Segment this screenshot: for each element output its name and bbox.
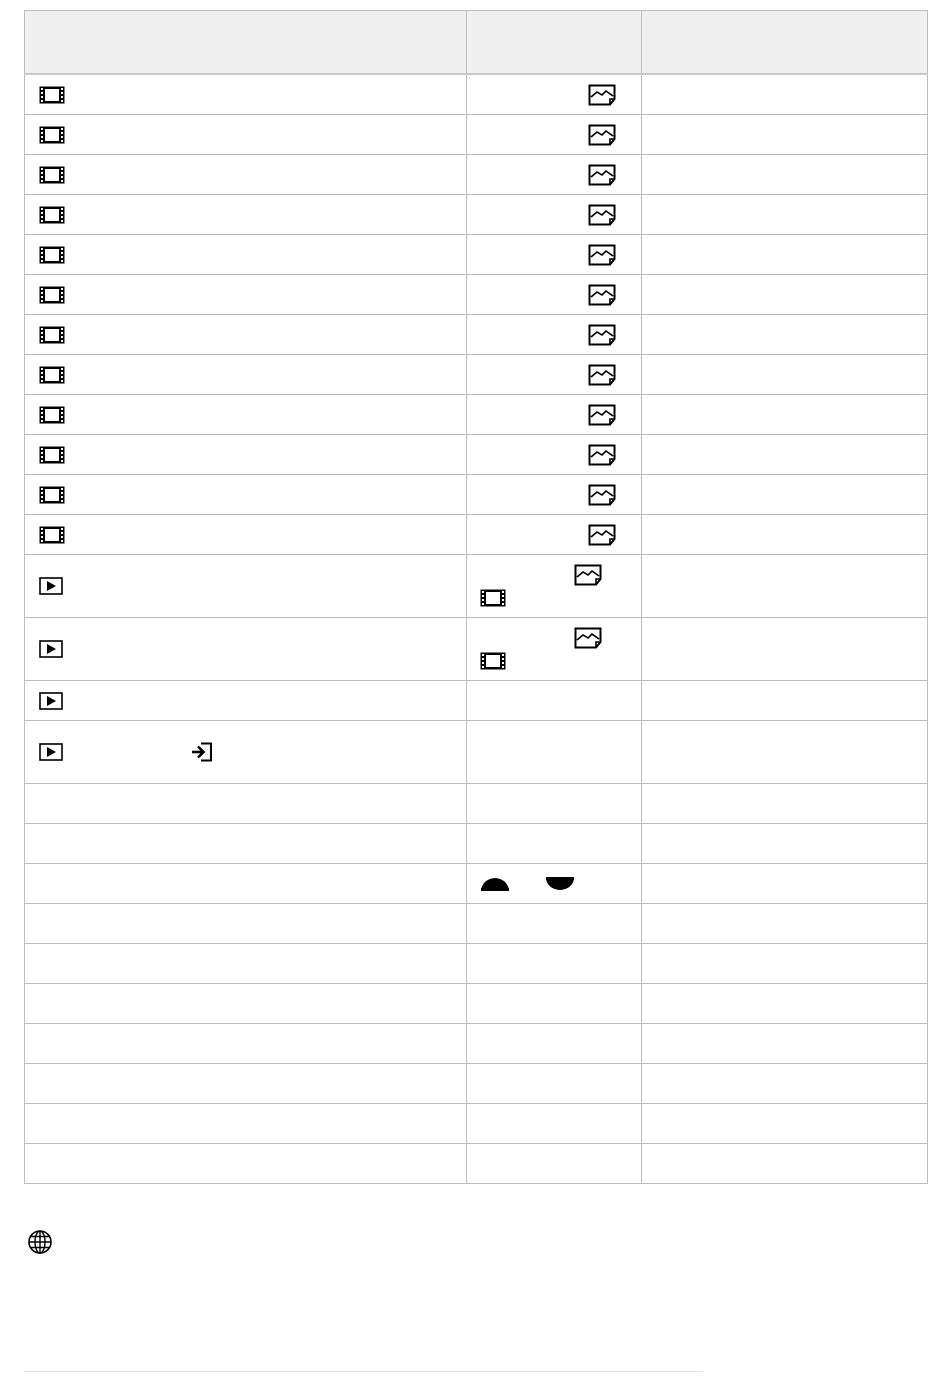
cell-content: [467, 515, 641, 554]
movie-film-icon: [39, 166, 65, 184]
table-cell: [467, 784, 642, 824]
table-cell: [642, 555, 928, 618]
table-row: [25, 475, 928, 515]
table-row: [25, 984, 928, 1024]
movie-film-icon: [39, 526, 65, 544]
table-cell: [642, 721, 928, 784]
table-cell: [467, 235, 642, 275]
cell-content: [25, 315, 466, 354]
table-row: [25, 904, 928, 944]
table-cell: [25, 784, 467, 824]
still-image-icon: [588, 164, 616, 186]
table-cell: [467, 275, 642, 315]
table-row: [25, 155, 928, 195]
table-cell: [467, 515, 642, 555]
table-cell: [25, 475, 467, 515]
cell-content: [25, 355, 466, 394]
cell-content: [25, 235, 466, 274]
cell-content: [25, 515, 466, 554]
table-cell: [25, 824, 467, 864]
table-cell: [467, 1024, 642, 1064]
table-row: [25, 515, 928, 555]
export-arrow-icon: [191, 742, 213, 762]
cell-content: [25, 721, 466, 783]
movie-film-icon: [39, 86, 65, 104]
table-cell: [467, 984, 642, 1024]
table-cell: [642, 904, 928, 944]
table-cell: [25, 904, 467, 944]
table-cell: [25, 275, 467, 315]
cell-content: [467, 115, 641, 154]
table-cell: [642, 315, 928, 355]
table-cell: [25, 681, 467, 721]
cell-content: [25, 555, 466, 617]
table-row: [25, 681, 928, 721]
table-cell: [642, 275, 928, 315]
movie-film-icon: [39, 206, 65, 224]
header-cell: [467, 11, 642, 75]
still-image-icon: [588, 84, 616, 106]
table-cell: [642, 1104, 928, 1144]
movie-film-icon: [480, 589, 506, 607]
table-cell: [467, 195, 642, 235]
table-cell: [467, 74, 642, 115]
table-row: [25, 1144, 928, 1184]
table-row: [25, 355, 928, 395]
table-cell: [642, 155, 928, 195]
table-cell: [642, 864, 928, 904]
table-cell: [642, 944, 928, 984]
still-image-icon: [588, 364, 616, 386]
still-image-icon: [588, 484, 616, 506]
table-cell: [642, 824, 928, 864]
cell-content: [25, 75, 466, 114]
table-cell: [642, 984, 928, 1024]
table-cell: [25, 235, 467, 275]
table-cell: [467, 435, 642, 475]
movie-film-icon: [39, 486, 65, 504]
cell-content: [467, 864, 641, 903]
table-cell: [25, 115, 467, 155]
table-cell: [25, 315, 467, 355]
table-row: [25, 435, 928, 475]
table-cell: [642, 1144, 928, 1184]
table-cell: [25, 435, 467, 475]
cell-content: [467, 395, 641, 434]
playback-icon: [39, 743, 63, 761]
table-cell: [642, 1024, 928, 1064]
table-cell: [642, 1064, 928, 1104]
still-image-icon: [588, 324, 616, 346]
table-cell: [25, 864, 467, 904]
table-cell: [467, 1104, 642, 1144]
table-cell: [467, 864, 642, 904]
table-cell: [25, 944, 467, 984]
table-cell: [25, 515, 467, 555]
table-cell: [642, 515, 928, 555]
playback-icon: [39, 692, 63, 710]
table-cell: [642, 235, 928, 275]
cell-content: [467, 475, 641, 514]
still-image-icon: [574, 627, 602, 649]
movie-film-icon: [39, 446, 65, 464]
cell-content: [467, 75, 641, 114]
table-row: [25, 74, 928, 115]
header-cell: [642, 11, 928, 75]
table-cell: [467, 618, 642, 681]
table-row: [25, 944, 928, 984]
still-image-icon: [588, 524, 616, 546]
table-row: [25, 555, 928, 618]
table-row: [25, 315, 928, 355]
movie-film-icon: [39, 286, 65, 304]
table-cell: [467, 824, 642, 864]
table-cell: [467, 555, 642, 618]
table-row: [25, 1024, 928, 1064]
table-row: [25, 395, 928, 435]
cell-content: [25, 618, 466, 680]
table-row: [25, 721, 928, 784]
footer-divider: [24, 1371, 703, 1372]
table-cell: [467, 315, 642, 355]
cell-content: [467, 315, 641, 354]
still-image-icon: [588, 284, 616, 306]
table-cell: [467, 1144, 642, 1184]
table-row: [25, 1104, 928, 1144]
cell-content: [467, 355, 641, 394]
movie-film-icon: [39, 126, 65, 144]
table-cell: [642, 618, 928, 681]
table-cell: [25, 74, 467, 115]
cell-content: [467, 275, 641, 314]
table-cell: [467, 115, 642, 155]
movie-film-icon: [480, 652, 506, 670]
table-cell: [642, 475, 928, 515]
table-cell: [467, 155, 642, 195]
cell-content: [25, 395, 466, 434]
zoom-in-dome-icon: [480, 876, 510, 892]
table-cell: [25, 618, 467, 681]
table-cell: [642, 74, 928, 115]
table-cell: [25, 555, 467, 618]
table-cell: [25, 721, 467, 784]
cell-content: [467, 435, 641, 474]
table-row: [25, 824, 928, 864]
movie-film-icon: [39, 366, 65, 384]
table-row: [25, 235, 928, 275]
still-image-icon: [588, 444, 616, 466]
cell-content: [467, 555, 641, 617]
cell-content: [25, 435, 466, 474]
table-row: [25, 618, 928, 681]
table-cell: [467, 395, 642, 435]
table-cell: [25, 1024, 467, 1064]
table-cell: [25, 1144, 467, 1184]
still-image-icon: [588, 204, 616, 226]
table-cell: [25, 155, 467, 195]
playback-icon: [39, 640, 63, 658]
table-cell: [25, 1064, 467, 1104]
table-cell: [467, 475, 642, 515]
cell-content: [25, 275, 466, 314]
table-cell: [642, 784, 928, 824]
still-image-icon: [574, 564, 602, 586]
table-row: [25, 1064, 928, 1104]
cell-content: [467, 235, 641, 274]
playback-icon: [39, 577, 63, 595]
table-row: [25, 195, 928, 235]
table-cell: [467, 355, 642, 395]
table-cell: [25, 1104, 467, 1144]
table-row: [25, 115, 928, 155]
table-cell: [467, 944, 642, 984]
cell-content: [25, 681, 466, 720]
movie-film-icon: [39, 326, 65, 344]
cell-content: [467, 618, 641, 680]
cell-content: [25, 475, 466, 514]
cell-content: [467, 155, 641, 194]
table-cell: [642, 115, 928, 155]
globe-icon[interactable]: [27, 1229, 53, 1255]
table-cell: [25, 195, 467, 235]
cell-content: [467, 195, 641, 234]
table-row: [25, 864, 928, 904]
header-cell: [25, 11, 467, 75]
movie-film-icon: [39, 406, 65, 424]
table-header-row: [25, 11, 928, 75]
menu-function-table: [24, 10, 928, 1184]
table-cell: [25, 355, 467, 395]
movie-film-icon: [39, 246, 65, 264]
cell-content: [25, 195, 466, 234]
zoom-out-dome-icon: [545, 876, 575, 892]
cell-content: [25, 155, 466, 194]
still-image-icon: [588, 124, 616, 146]
table-cell: [467, 681, 642, 721]
table-cell: [642, 681, 928, 721]
still-image-icon: [588, 404, 616, 426]
table-row: [25, 784, 928, 824]
table-cell: [25, 984, 467, 1024]
table-row: [25, 275, 928, 315]
cell-content: [25, 115, 466, 154]
table-cell: [467, 1064, 642, 1104]
table-cell: [467, 721, 642, 784]
still-image-icon: [588, 244, 616, 266]
table-cell: [642, 195, 928, 235]
table-cell: [642, 355, 928, 395]
table-cell: [642, 435, 928, 475]
table-cell: [467, 904, 642, 944]
table-cell: [25, 395, 467, 435]
table-cell: [642, 395, 928, 435]
